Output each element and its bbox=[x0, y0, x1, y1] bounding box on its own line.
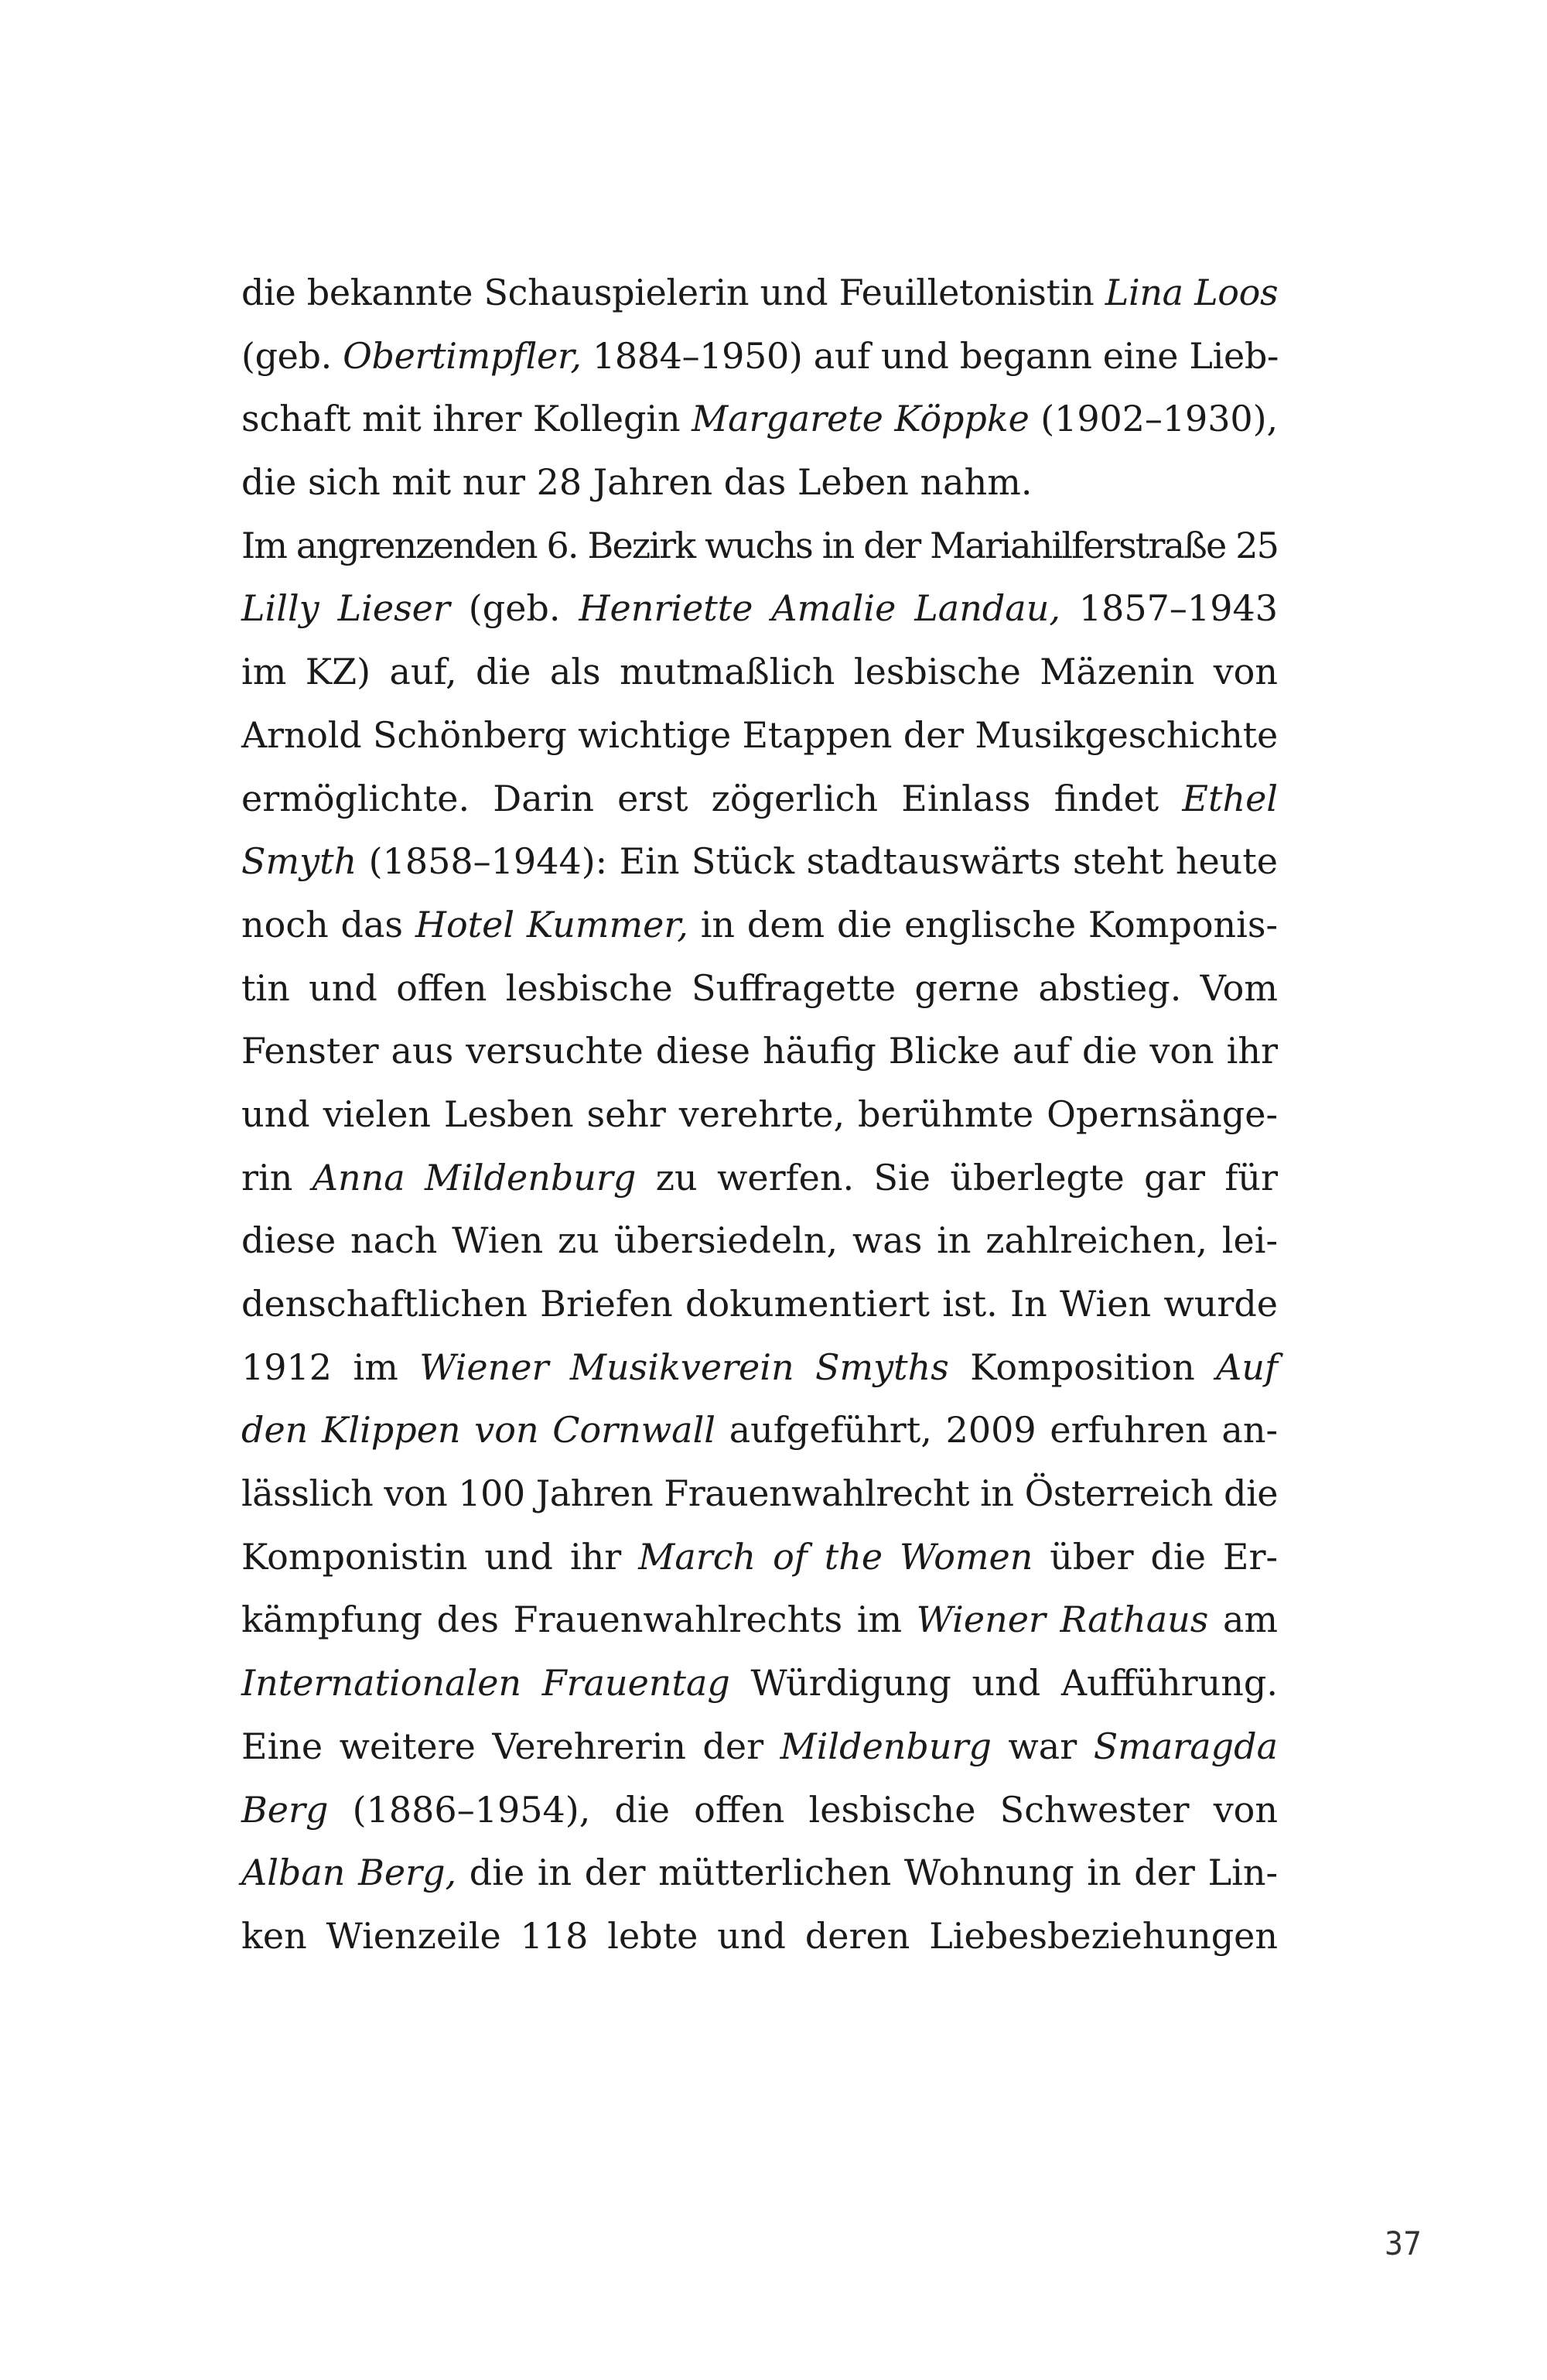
text-run: Komponistin und ihr bbox=[241, 1535, 639, 1578]
italic-name: Ethel bbox=[1182, 777, 1278, 819]
italic-name: Wiener Rathaus bbox=[916, 1599, 1209, 1641]
text-run: in dem die englische Komponis- bbox=[688, 903, 1279, 946]
text-line bbox=[241, 1588, 1278, 1652]
text-run: die in der mütterlichen Wohnung in der Lin- bbox=[456, 1852, 1278, 1894]
text-line bbox=[241, 515, 1278, 578]
text-line bbox=[241, 830, 1278, 894]
italic-name: Smyth bbox=[241, 840, 357, 883]
text-run: ken Wienzeile 118 lebte und deren Liebesbeziehungen bbox=[241, 1914, 1278, 1957]
text-run: 1884–1950) auf und begann eine Lieb- bbox=[581, 334, 1279, 377]
page-number: 37 bbox=[1384, 2224, 1422, 2262]
text-line bbox=[241, 1462, 1278, 1526]
text-line bbox=[241, 1083, 1278, 1147]
text-run: die bekannte Schauspielerin und Feuilletonistin bbox=[241, 272, 1105, 313]
text-line bbox=[241, 1779, 1278, 1842]
text-run: (geb. bbox=[449, 587, 579, 630]
text-run: tin und offen lesbische Suffragette gerne abstieg. Vom bbox=[241, 966, 1278, 1009]
text-line bbox=[241, 451, 1278, 515]
text-run: lässlich von 100 Jahren Frauenwahlrecht in Österreich die bbox=[241, 1472, 1279, 1515]
italic-name: Anna Mildenburg bbox=[312, 1156, 637, 1199]
text-run: aufgeführt, 2009 erfuhren an- bbox=[715, 1409, 1278, 1452]
text-run: im KZ) auf, die als mutmaßlich lesbische Mäzenin von bbox=[241, 651, 1278, 693]
text-run: und vielen Lesben sehr verehrte, berühmte Opernsänge- bbox=[241, 1093, 1278, 1135]
text-line bbox=[241, 957, 1278, 1021]
body-text bbox=[241, 262, 1278, 1968]
text-run: denschaftlichen Briefen dokumentiert ist. In Wien wurde bbox=[241, 1283, 1278, 1325]
text-line bbox=[241, 1526, 1278, 1589]
text-run: ermöglichte. Darin erst zögerlich Einlass findet bbox=[241, 777, 1183, 819]
text-line bbox=[241, 1020, 1278, 1083]
text-run: diese nach Wien zu übersiedeln, was in zahlreichen, lei- bbox=[241, 1219, 1278, 1262]
text-run: Komposition bbox=[948, 1346, 1217, 1388]
text-line bbox=[241, 1273, 1278, 1336]
italic-name: Lilly Lieser bbox=[241, 587, 450, 630]
text-line bbox=[241, 388, 1278, 451]
text-run: Im angrenzenden 6. Bezirk wuchs in der Mariahilferstraße 25 bbox=[241, 524, 1279, 566]
text-line bbox=[241, 768, 1278, 831]
text-line bbox=[241, 704, 1278, 768]
text-line bbox=[241, 894, 1278, 957]
text-run: (1858–1944): Ein Stück stadtauswärts steht heute bbox=[357, 840, 1278, 883]
text-run: noch das bbox=[241, 903, 415, 946]
italic-name: Henriette Amalie Landau, bbox=[579, 587, 1060, 630]
text-run: über die Er- bbox=[1033, 1535, 1278, 1578]
italic-name: Hotel Kummer, bbox=[415, 903, 688, 946]
italic-name: den Klippen von Cornwall bbox=[241, 1409, 716, 1452]
text-line bbox=[241, 577, 1278, 641]
text-run: Fenster aus versuchte diese häufig Blicke auf die von ihr bbox=[241, 1030, 1278, 1072]
text-line bbox=[241, 262, 1278, 325]
text-line bbox=[241, 1841, 1278, 1905]
text-run: schaft mit ihrer Kollegin bbox=[241, 398, 692, 440]
italic-name: Auf bbox=[1216, 1346, 1278, 1388]
text-run: die sich mit nur 28 Jahren das Leben nahm. bbox=[241, 461, 1033, 504]
text-line bbox=[241, 641, 1278, 704]
text-line bbox=[241, 1147, 1278, 1210]
italic-name: Internationalen Frauentag bbox=[241, 1662, 730, 1705]
text-run: kämpfung des Frauenwahlrechts im bbox=[241, 1599, 917, 1641]
text-line bbox=[241, 1209, 1278, 1273]
text-run: (1902–1930), bbox=[1029, 398, 1279, 440]
italic-name: Lina Loos bbox=[1105, 272, 1279, 313]
text-line bbox=[241, 325, 1278, 388]
italic-name: March of the Women bbox=[638, 1535, 1033, 1578]
italic-name: Alban Berg, bbox=[241, 1852, 457, 1894]
italic-name: Berg bbox=[241, 1788, 329, 1831]
text-run: 1912 im bbox=[241, 1346, 420, 1388]
italic-name: Obertimpfler, bbox=[343, 334, 582, 377]
text-run: (geb. bbox=[241, 334, 343, 377]
italic-name: Wiener Musikverein Smyths bbox=[419, 1346, 949, 1388]
text-run: (1886–1954), die offen lesbische Schwester von bbox=[328, 1788, 1278, 1831]
text-line bbox=[241, 1905, 1278, 1968]
text-run: rin bbox=[241, 1156, 312, 1199]
text-run: zu werfen. Sie überlegte gar für bbox=[636, 1156, 1278, 1199]
italic-name: Mildenburg bbox=[780, 1725, 992, 1767]
text-line bbox=[241, 1399, 1278, 1462]
italic-name: Margarete Köppke bbox=[692, 398, 1030, 440]
text-line bbox=[241, 1715, 1278, 1779]
text-run: Würdigung und Aufführung. bbox=[729, 1662, 1278, 1705]
text-line bbox=[241, 1652, 1278, 1715]
text-run: am bbox=[1208, 1599, 1278, 1641]
text-line bbox=[241, 1336, 1278, 1400]
text-run: war bbox=[991, 1725, 1094, 1767]
text-run: Arnold Schönberg wichtige Etappen der Musikgeschichte bbox=[241, 713, 1278, 756]
text-run: 1857–1943 bbox=[1060, 587, 1278, 630]
text-run: Eine weitere Verehrerin der bbox=[241, 1725, 780, 1767]
italic-name: Smaragda bbox=[1093, 1725, 1278, 1767]
